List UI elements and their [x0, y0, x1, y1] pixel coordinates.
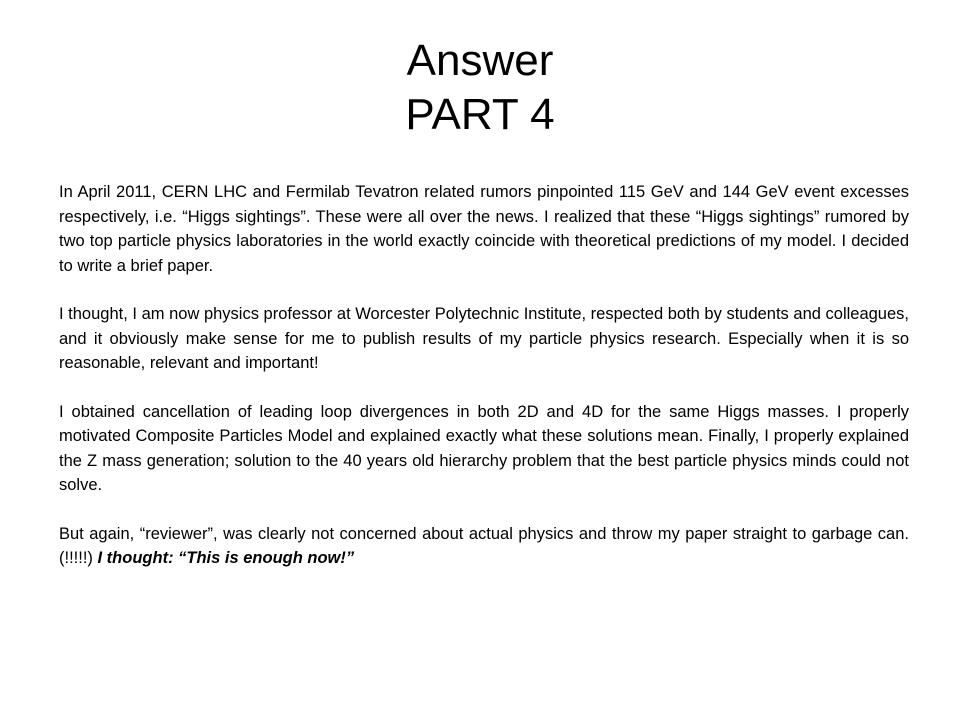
paragraph-2-text: I thought, I am now physics professor at Worcester Polytechnic Institute, respected both by students and colleagues, and it obviously make sense for me to publish results of my particle physics research. Especially when it is so reasonable, relevant and important! — [59, 305, 909, 372]
slide-title — [0, 34, 960, 142]
paragraph-3-text: I obtained cancellation of leading loop divergences in both 2D and 4D for the same Higgs masses. I properly motivated Composite Particles Model and explained exactly what these solutions mean. Finally, I properly explained the Z mass generation; solution to the 40 years old hierarchy problem that the best particle physics minds could not solve. — [59, 402, 909, 494]
paragraph-2 — [59, 302, 909, 376]
paragraph-4 — [59, 522, 909, 571]
paragraph-4-emphasis: I thought: “This is enough now!” — [97, 549, 355, 567]
paragraph-4-text: But again, “reviewer”, was clearly not concerned about actual physics and throw my paper straight to garbage can. (!!!!!) — [59, 524, 909, 567]
title-line-2: PART 4 — [405, 90, 555, 139]
paragraph-1 — [59, 180, 909, 278]
title-line-1: Answer — [406, 36, 554, 85]
paragraph-1-text: In April 2011, CERN LHC and Fermilab Tevatron related rumors pinpointed 115 GeV and 144 GeV event excesses respectively, i.e. “Higgs sightings”. These were all over the news. I realized that these “Higgs sightings” rumored by two top particle physics laboratories in the world exactly coincide with theoretical predictions of my model. I decided to write a brief paper. — [59, 183, 909, 275]
paragraph-3 — [59, 400, 909, 498]
slide-body — [59, 180, 909, 595]
